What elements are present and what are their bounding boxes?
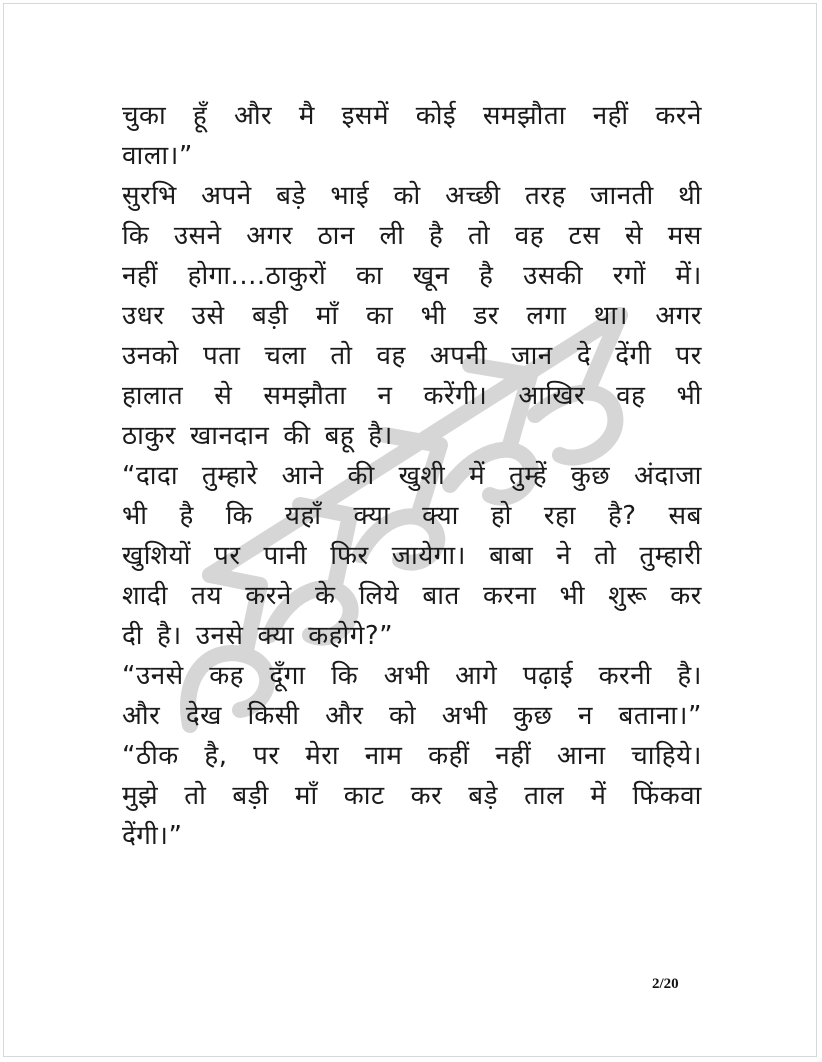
text-line <box>122 376 702 416</box>
word: तरह <box>524 181 566 211</box>
word: कि <box>122 221 150 251</box>
word: चुका <box>122 101 167 131</box>
word: है <box>479 261 494 291</box>
word: तय <box>191 581 223 611</box>
word: बड़े <box>276 181 306 211</box>
word: देंगी <box>615 341 652 371</box>
word: था। <box>593 301 628 331</box>
word: मै <box>298 101 315 131</box>
word: बताना।” <box>618 701 702 731</box>
word: उसे <box>191 301 225 331</box>
word: कोई <box>415 101 457 131</box>
word: करनी <box>598 661 652 691</box>
word: भी <box>559 581 585 611</box>
text-line <box>122 176 702 216</box>
word: ठान <box>317 221 355 251</box>
word: वह <box>376 341 406 371</box>
word: भी <box>122 501 148 531</box>
word: का <box>366 301 394 331</box>
text-line <box>122 656 702 696</box>
word: को <box>388 701 417 731</box>
text-line <box>122 696 702 736</box>
word: उधर <box>122 301 165 331</box>
text-line <box>122 136 702 176</box>
word: बड़ी <box>251 301 289 331</box>
word: दी <box>122 621 144 651</box>
word: क्या <box>257 621 295 651</box>
word: की <box>347 461 375 491</box>
word: हूँ <box>192 101 208 131</box>
word: शुरू <box>608 581 648 611</box>
text-line <box>122 736 702 776</box>
word: आने <box>281 461 324 491</box>
word: और <box>325 701 364 731</box>
text-line <box>122 416 702 456</box>
word: करना <box>482 581 537 611</box>
word: है? <box>607 501 637 531</box>
word: बहू <box>324 421 355 451</box>
word: चला <box>264 341 307 371</box>
word: अपनी <box>429 341 488 371</box>
word: तो <box>184 781 207 811</box>
word: मस <box>667 221 702 251</box>
word: पर <box>675 341 702 371</box>
word: है। <box>677 661 702 691</box>
word: हालात <box>122 381 184 411</box>
word: डर <box>473 301 500 331</box>
word: होगा....ठाकुरों <box>187 261 327 291</box>
word: देंगी।” <box>122 821 183 851</box>
word: दूँगा <box>269 661 306 691</box>
text-line <box>122 216 702 256</box>
word: खून <box>412 261 450 291</box>
word: हो <box>490 501 512 531</box>
word: वह <box>616 381 646 411</box>
word: कुछ <box>513 701 553 731</box>
word: कहीं <box>428 741 470 771</box>
word: समझौता <box>263 381 347 411</box>
word: किसी <box>247 701 300 731</box>
word: मेरा <box>305 741 340 771</box>
word: ली <box>379 221 405 251</box>
word: “उनसे <box>122 661 184 691</box>
word: पढ़ाई <box>522 661 574 691</box>
word: और <box>122 701 161 731</box>
word: भी <box>676 381 702 411</box>
text-line <box>122 336 702 376</box>
word: टस <box>568 221 601 251</box>
word: में <box>590 781 607 811</box>
word: रगों <box>612 261 646 291</box>
word: क्या <box>422 501 459 531</box>
word: बड़े <box>468 781 499 811</box>
word: ने <box>556 541 572 571</box>
word: बाबा <box>489 541 534 571</box>
word: यहाँ <box>284 501 322 531</box>
word: पर <box>214 541 241 571</box>
word: जान <box>511 341 553 371</box>
word: तुम्हारे <box>201 461 258 491</box>
text-line <box>122 576 702 616</box>
word: तुम्हारी <box>639 541 702 571</box>
word: उसकी <box>523 261 584 291</box>
word: समझौता <box>482 101 566 131</box>
word: इसमें <box>341 101 390 131</box>
word: अच्छी <box>445 181 501 211</box>
word: मुझे <box>122 781 159 811</box>
word: तो <box>468 221 491 251</box>
word: वाला।” <box>122 141 193 171</box>
word: नाम <box>364 741 403 771</box>
text-line <box>122 616 702 656</box>
word: बड़ी <box>232 781 269 811</box>
word: तो <box>330 341 353 371</box>
word: खानदान <box>189 421 270 451</box>
word: लगा <box>526 301 567 331</box>
word: “दादा <box>122 461 179 491</box>
word: कि <box>331 661 359 691</box>
word: जानती <box>590 181 654 211</box>
word: देख <box>185 701 222 731</box>
word: कर <box>670 581 702 611</box>
word: खुशियों <box>122 541 191 571</box>
word: को <box>393 181 421 211</box>
word: जायेगा। <box>391 541 467 571</box>
word: अंदाजा <box>633 461 702 491</box>
word: ठाकुर <box>122 421 176 451</box>
word: न <box>578 701 593 731</box>
word: कर <box>410 781 443 811</box>
word: फिंकवा <box>632 781 702 811</box>
document-body <box>122 96 702 856</box>
word: माँ <box>294 781 318 811</box>
word: “ठीक <box>122 741 179 771</box>
word: सुरभि <box>122 181 177 211</box>
word: खुशी <box>398 461 446 491</box>
word: उनसे <box>195 621 244 651</box>
text-line <box>122 256 702 296</box>
word: नहीं <box>592 101 629 131</box>
word: है। <box>368 421 393 451</box>
word: से <box>625 221 644 251</box>
word: कि <box>225 501 253 531</box>
word: आगे <box>455 661 498 691</box>
word: करने <box>245 581 292 611</box>
word: पता <box>202 341 241 371</box>
word: है <box>429 221 444 251</box>
word: पर <box>253 741 280 771</box>
word: नहीं <box>495 741 532 771</box>
word: की <box>283 421 311 451</box>
word: न <box>377 381 393 411</box>
word: अभी <box>383 661 430 691</box>
word: पानी <box>263 541 308 571</box>
word: लिये <box>358 581 400 611</box>
word: माँ <box>315 301 339 331</box>
text-line <box>122 96 702 136</box>
word: सब <box>668 501 702 531</box>
word: शादी <box>122 581 168 611</box>
word: ताल <box>524 781 565 811</box>
word: अगर <box>655 301 702 331</box>
word: आखिर <box>518 381 586 411</box>
word: बात <box>422 581 460 611</box>
word: कुछ <box>570 461 611 491</box>
word: काट <box>343 781 385 811</box>
word: अपने <box>201 181 252 211</box>
word: है <box>179 501 194 531</box>
word: और <box>233 101 273 131</box>
word: में <box>469 461 486 491</box>
word: क्या <box>353 501 391 531</box>
word: कह <box>209 661 244 691</box>
word: उनको <box>122 341 179 371</box>
page-number: 2/20 <box>652 976 679 992</box>
text-line <box>122 776 702 816</box>
word: उसने <box>173 221 222 251</box>
text-line <box>122 816 702 856</box>
word: कहोगे?” <box>308 621 394 651</box>
word: दे <box>576 341 592 371</box>
word: में। <box>675 261 702 291</box>
word: अभी <box>441 701 488 731</box>
text-line <box>122 496 702 536</box>
word: भी <box>420 301 447 331</box>
text-line <box>122 456 702 496</box>
word: है, <box>204 741 228 771</box>
text-line <box>122 296 702 336</box>
word: तो <box>594 541 617 571</box>
word: करने <box>655 101 702 131</box>
text-line <box>122 536 702 576</box>
word: का <box>355 261 384 291</box>
word: तुम्हें <box>509 461 548 491</box>
word: आना <box>556 741 606 771</box>
word: भाई <box>330 181 370 211</box>
word: थी <box>678 181 702 211</box>
word: करेंगी। <box>423 381 488 411</box>
word: है। <box>157 621 182 651</box>
word: रहा <box>543 501 577 531</box>
word: अगर <box>246 221 293 251</box>
word: वह <box>514 221 544 251</box>
word: के <box>315 581 336 611</box>
word: चाहिये। <box>631 741 702 771</box>
word: फिर <box>330 541 369 571</box>
word: नहीं <box>122 261 158 291</box>
word: से <box>214 381 233 411</box>
